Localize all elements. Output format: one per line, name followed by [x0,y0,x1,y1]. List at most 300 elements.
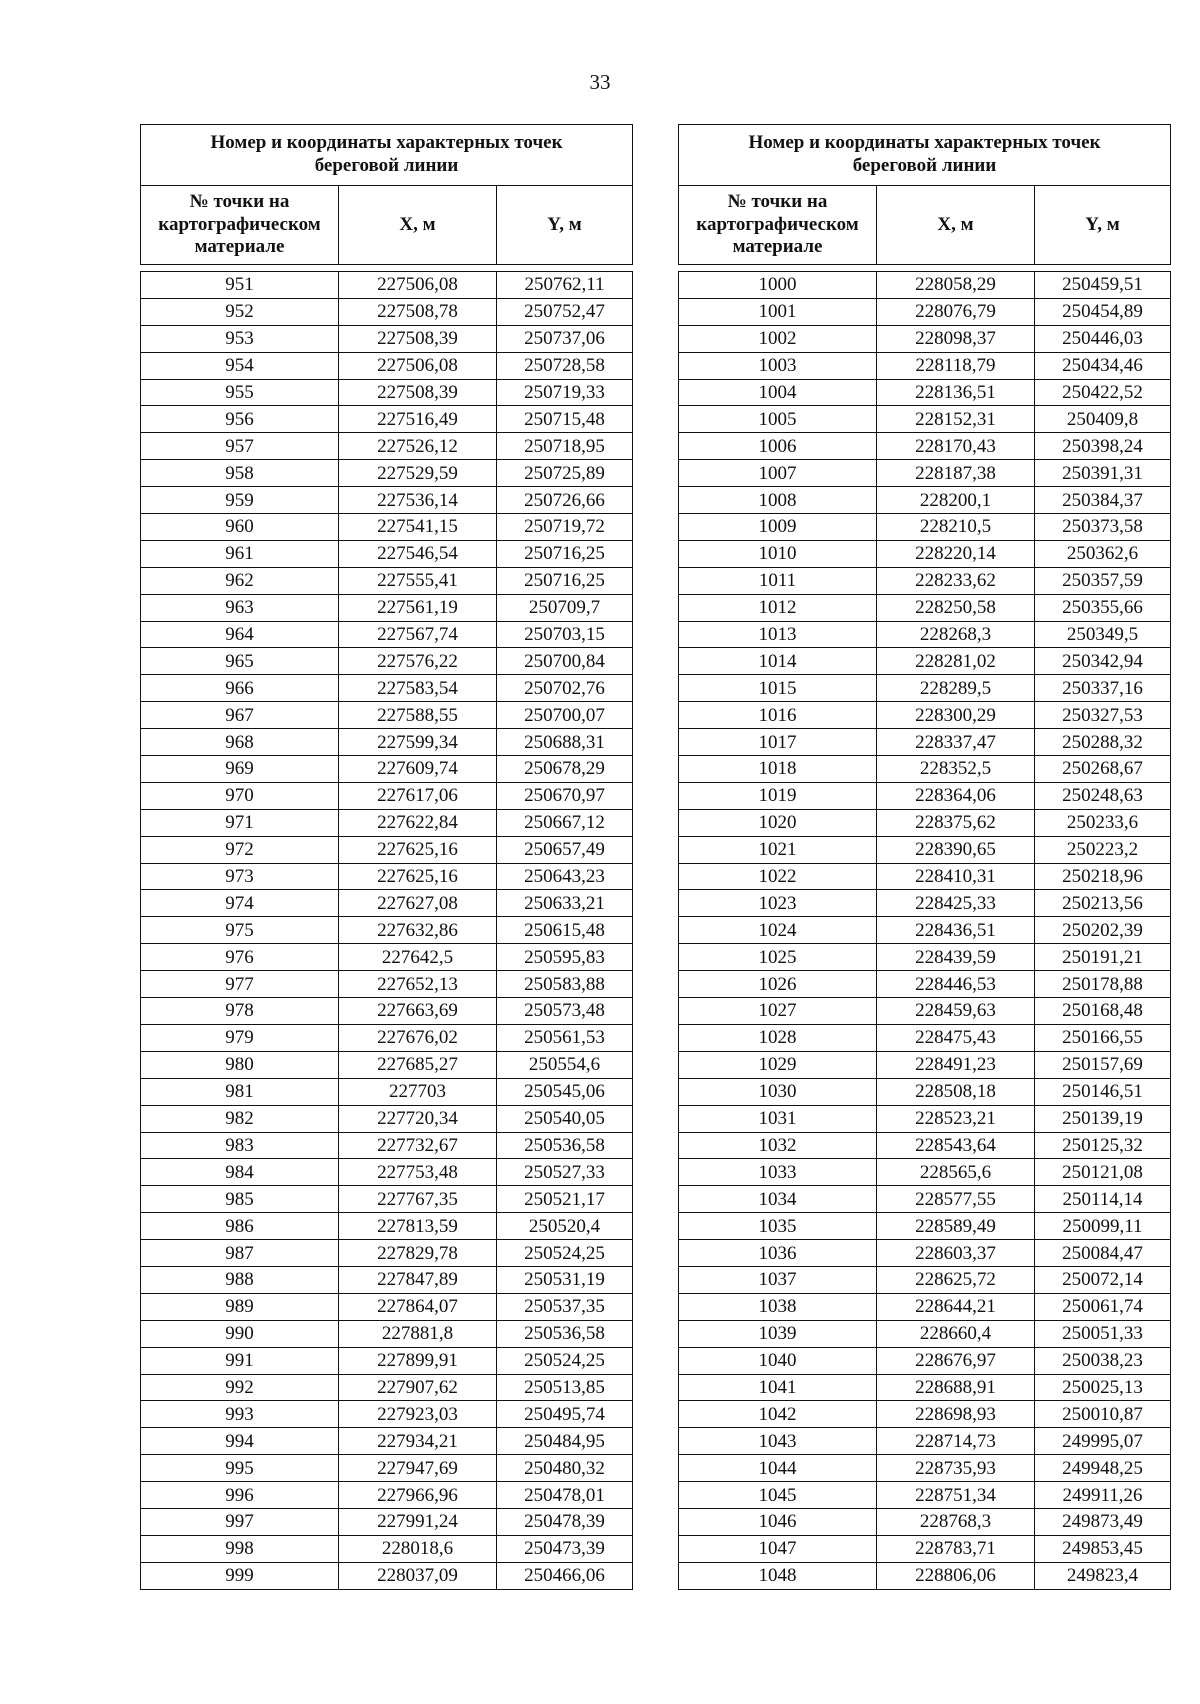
x-coordinate-cell: 228037,09 [339,1562,497,1589]
table-row [679,917,1171,944]
x-coordinate-cell: 228098,37 [877,325,1035,352]
point-number-cell: 1022 [679,863,877,890]
table-row [679,1213,1171,1240]
table-row [141,648,633,675]
table-row [141,1266,633,1293]
y-coordinate-cell: 250524,25 [497,1240,633,1267]
point-number-cell: 1036 [679,1240,877,1267]
y-coordinate-cell: 250716,25 [497,540,633,567]
x-coordinate-cell: 227529,59 [339,460,497,487]
y-coordinate-cell: 250166,55 [1035,1024,1171,1051]
point-number-cell: 1028 [679,1024,877,1051]
x-coordinate-cell: 227934,21 [339,1428,497,1455]
point-number-cell: 1016 [679,702,877,729]
y-coordinate-cell: 250446,03 [1035,325,1171,352]
point-number-cell: 1033 [679,1159,877,1186]
x-coordinate-cell: 228676,97 [877,1347,1035,1374]
point-number-cell: 974 [141,890,339,917]
table-row [141,890,633,917]
x-coordinate-cell: 228300,29 [877,702,1035,729]
point-number-cell: 994 [141,1428,339,1455]
point-number-cell: 1024 [679,917,877,944]
table-row [141,1320,633,1347]
table-row [679,1455,1171,1482]
x-coordinate-cell: 228806,06 [877,1562,1035,1589]
table-row [679,1535,1171,1562]
y-coordinate-cell: 250061,74 [1035,1293,1171,1320]
column-header-point: № точки на картографическом материале [679,186,877,265]
table-row [679,971,1171,998]
table-row [141,433,633,460]
point-number-cell: 986 [141,1213,339,1240]
x-coordinate-cell: 228337,47 [877,729,1035,756]
point-number-cell: 1001 [679,298,877,325]
y-coordinate-cell: 250146,51 [1035,1078,1171,1105]
x-coordinate-cell: 228543,64 [877,1132,1035,1159]
x-coordinate-cell: 228688,91 [877,1374,1035,1401]
y-coordinate-cell: 250537,35 [497,1293,633,1320]
x-coordinate-cell: 227720,34 [339,1105,497,1132]
y-coordinate-cell: 250233,6 [1035,809,1171,836]
point-number-cell: 957 [141,433,339,460]
x-coordinate-cell: 228768,3 [877,1508,1035,1535]
x-coordinate-cell: 227627,08 [339,890,497,917]
point-number-cell: 1042 [679,1401,877,1428]
point-number-cell: 996 [141,1482,339,1509]
x-coordinate-cell: 227907,62 [339,1374,497,1401]
point-number-cell: 1043 [679,1428,877,1455]
table-row [141,1051,633,1078]
y-coordinate-cell: 250702,76 [497,675,633,702]
y-coordinate-cell: 250459,51 [1035,272,1171,299]
y-coordinate-cell: 250719,72 [497,514,633,541]
table-row [141,298,633,325]
table-row [141,1105,633,1132]
x-coordinate-cell: 227663,69 [339,998,497,1025]
x-coordinate-cell: 228118,79 [877,352,1035,379]
point-number-cell: 1045 [679,1482,877,1509]
y-coordinate-cell: 250051,33 [1035,1320,1171,1347]
table-row [679,272,1171,299]
y-coordinate-cell: 250554,6 [497,1051,633,1078]
point-number-cell: 998 [141,1535,339,1562]
y-coordinate-cell: 250688,31 [497,729,633,756]
table-row [679,782,1171,809]
x-coordinate-cell: 227541,15 [339,514,497,541]
column-header-y: Y, м [497,186,633,265]
y-coordinate-cell: 250357,59 [1035,567,1171,594]
table-row [679,729,1171,756]
point-number-cell: 1010 [679,540,877,567]
point-number-cell: 951 [141,272,339,299]
x-coordinate-cell: 227622,84 [339,809,497,836]
y-coordinate-cell: 250213,56 [1035,890,1171,917]
table-row [679,379,1171,406]
x-coordinate-cell: 228018,6 [339,1535,497,1562]
table-row [679,433,1171,460]
table-row [141,863,633,890]
x-coordinate-cell: 228352,5 [877,756,1035,783]
column-header-x: X, м [877,186,1035,265]
table-row [141,514,633,541]
y-coordinate-cell: 250178,88 [1035,971,1171,998]
x-coordinate-cell: 228425,33 [877,890,1035,917]
y-coordinate-cell: 250524,25 [497,1347,633,1374]
y-coordinate-cell: 250667,12 [497,809,633,836]
y-coordinate-cell: 250725,89 [497,460,633,487]
table-row [679,863,1171,890]
x-coordinate-cell: 228390,65 [877,836,1035,863]
table-row [141,1024,633,1051]
x-coordinate-cell: 227508,78 [339,298,497,325]
point-number-cell: 1009 [679,514,877,541]
y-coordinate-cell: 250288,32 [1035,729,1171,756]
x-coordinate-cell: 228459,63 [877,998,1035,1025]
point-number-cell: 961 [141,540,339,567]
point-number-cell: 1013 [679,621,877,648]
y-coordinate-cell: 250545,06 [497,1078,633,1105]
y-coordinate-cell: 250703,15 [497,621,633,648]
table-row [679,890,1171,917]
table-row [141,1428,633,1455]
y-coordinate-cell: 249911,26 [1035,1482,1171,1509]
y-coordinate-cell: 250536,58 [497,1132,633,1159]
y-coordinate-cell: 250715,48 [497,406,633,433]
point-number-cell: 1011 [679,567,877,594]
x-coordinate-cell: 227966,96 [339,1482,497,1509]
point-number-cell: 1026 [679,971,877,998]
table-row [141,1347,633,1374]
y-coordinate-cell: 250384,37 [1035,487,1171,514]
table-row [141,1186,633,1213]
point-number-cell: 1000 [679,272,877,299]
x-coordinate-cell: 227508,39 [339,325,497,352]
point-number-cell: 997 [141,1508,339,1535]
x-coordinate-cell: 228200,1 [877,487,1035,514]
x-coordinate-cell: 228268,3 [877,621,1035,648]
x-coordinate-cell: 228446,53 [877,971,1035,998]
table-row [141,567,633,594]
table-body-right [679,272,1171,1590]
x-coordinate-cell: 228152,31 [877,406,1035,433]
table-row [679,1482,1171,1509]
point-number-cell: 1030 [679,1078,877,1105]
table-row [679,944,1171,971]
x-coordinate-cell: 227508,39 [339,379,497,406]
y-coordinate-cell: 250728,58 [497,352,633,379]
table-row [141,272,633,299]
point-number-cell: 1038 [679,1293,877,1320]
table-row [679,756,1171,783]
table-row [679,406,1171,433]
point-number-cell: 1021 [679,836,877,863]
y-coordinate-cell: 250473,39 [497,1535,633,1562]
point-number-cell: 990 [141,1320,339,1347]
x-coordinate-cell: 228410,31 [877,863,1035,890]
y-coordinate-cell: 250355,66 [1035,594,1171,621]
x-coordinate-cell: 227599,34 [339,729,497,756]
point-number-cell: 969 [141,756,339,783]
x-coordinate-cell: 228491,23 [877,1051,1035,1078]
table-row [141,1240,633,1267]
table-row [141,379,633,406]
point-number-cell: 1047 [679,1535,877,1562]
table-row [141,998,633,1025]
x-coordinate-cell: 227561,19 [339,594,497,621]
y-coordinate-cell: 250373,58 [1035,514,1171,541]
y-coordinate-cell: 250121,08 [1035,1159,1171,1186]
y-coordinate-cell: 250218,96 [1035,863,1171,890]
y-coordinate-cell: 250540,05 [497,1105,633,1132]
table-row [141,540,633,567]
y-coordinate-cell: 250716,25 [497,567,633,594]
y-coordinate-cell: 250337,16 [1035,675,1171,702]
point-number-cell: 1029 [679,1051,877,1078]
y-coordinate-cell: 250521,17 [497,1186,633,1213]
x-coordinate-cell: 227546,54 [339,540,497,567]
y-coordinate-cell: 250454,89 [1035,298,1171,325]
point-number-cell: 983 [141,1132,339,1159]
column-header-point: № точки на картографическом материале [141,186,339,265]
point-number-cell: 980 [141,1051,339,1078]
point-number-cell: 973 [141,863,339,890]
x-coordinate-cell: 228289,5 [877,675,1035,702]
y-coordinate-cell: 250466,06 [497,1562,633,1589]
x-coordinate-cell: 227753,48 [339,1159,497,1186]
table-row [679,594,1171,621]
point-number-cell: 1008 [679,487,877,514]
point-number-cell: 958 [141,460,339,487]
y-coordinate-cell: 250678,29 [497,756,633,783]
table-row [679,702,1171,729]
table-row [679,1159,1171,1186]
column-header-x: X, м [339,186,497,265]
table-row [141,325,633,352]
table-row [679,1266,1171,1293]
y-coordinate-cell: 250484,95 [497,1428,633,1455]
point-number-cell: 1012 [679,594,877,621]
coordinates-table-left [140,124,633,1590]
table-row [679,675,1171,702]
table-row [141,1159,633,1186]
x-coordinate-cell: 227625,16 [339,863,497,890]
x-coordinate-cell: 228698,93 [877,1401,1035,1428]
x-coordinate-cell: 227516,49 [339,406,497,433]
table-row [679,1240,1171,1267]
point-number-cell: 1002 [679,325,877,352]
y-coordinate-cell: 250513,85 [497,1374,633,1401]
table-row [679,621,1171,648]
point-number-cell: 1005 [679,406,877,433]
point-number-cell: 979 [141,1024,339,1051]
x-coordinate-cell: 227923,03 [339,1401,497,1428]
point-number-cell: 1037 [679,1266,877,1293]
table-row [141,460,633,487]
y-coordinate-cell: 250168,48 [1035,998,1171,1025]
table-row [141,1078,633,1105]
y-coordinate-cell: 250670,97 [497,782,633,809]
x-coordinate-cell: 227829,78 [339,1240,497,1267]
table-row [679,514,1171,541]
x-coordinate-cell: 227536,14 [339,487,497,514]
y-coordinate-cell: 250202,39 [1035,917,1171,944]
y-coordinate-cell: 250527,33 [497,1159,633,1186]
y-coordinate-cell: 250157,69 [1035,1051,1171,1078]
x-coordinate-cell: 228577,55 [877,1186,1035,1213]
y-coordinate-cell: 250191,21 [1035,944,1171,971]
point-number-cell: 1017 [679,729,877,756]
point-number-cell: 1004 [679,379,877,406]
x-coordinate-cell: 227576,22 [339,648,497,675]
y-coordinate-cell: 250114,14 [1035,1186,1171,1213]
table-row [679,487,1171,514]
y-coordinate-cell: 250025,13 [1035,1374,1171,1401]
table-row [679,836,1171,863]
point-number-cell: 1015 [679,675,877,702]
point-number-cell: 1044 [679,1455,877,1482]
x-coordinate-cell: 227588,55 [339,702,497,729]
y-coordinate-cell: 250657,49 [497,836,633,863]
x-coordinate-cell: 227703 [339,1078,497,1105]
point-number-cell: 955 [141,379,339,406]
point-number-cell: 1014 [679,648,877,675]
x-coordinate-cell: 228076,79 [877,298,1035,325]
x-coordinate-cell: 227767,35 [339,1186,497,1213]
y-coordinate-cell: 250342,94 [1035,648,1171,675]
x-coordinate-cell: 227583,54 [339,675,497,702]
point-number-cell: 1032 [679,1132,877,1159]
y-coordinate-cell: 250595,83 [497,944,633,971]
x-coordinate-cell: 227652,13 [339,971,497,998]
y-coordinate-cell: 250391,31 [1035,460,1171,487]
table-row [141,352,633,379]
table-row [141,1132,633,1159]
table-row [679,1320,1171,1347]
table-row [679,648,1171,675]
table-row [141,594,633,621]
table-row [141,487,633,514]
point-number-cell: 963 [141,594,339,621]
x-coordinate-cell: 228364,06 [877,782,1035,809]
table-row [679,1562,1171,1589]
point-number-cell: 984 [141,1159,339,1186]
x-coordinate-cell: 227506,08 [339,272,497,299]
x-coordinate-cell: 228436,51 [877,917,1035,944]
y-coordinate-cell: 250573,48 [497,998,633,1025]
x-coordinate-cell: 227632,86 [339,917,497,944]
point-number-cell: 1048 [679,1562,877,1589]
point-number-cell: 968 [141,729,339,756]
x-coordinate-cell: 228220,14 [877,540,1035,567]
table-row [679,998,1171,1025]
point-number-cell: 956 [141,406,339,433]
table-row [679,1051,1171,1078]
header-separator [679,265,1171,272]
table-row [141,971,633,998]
point-number-cell: 971 [141,809,339,836]
point-number-cell: 964 [141,621,339,648]
y-coordinate-cell: 250737,06 [497,325,633,352]
x-coordinate-cell: 228660,4 [877,1320,1035,1347]
x-coordinate-cell: 228058,29 [877,272,1035,299]
y-coordinate-cell: 250478,39 [497,1508,633,1535]
x-coordinate-cell: 228475,43 [877,1024,1035,1051]
header-separator [141,265,633,272]
y-coordinate-cell: 250349,5 [1035,621,1171,648]
x-coordinate-cell: 228783,71 [877,1535,1035,1562]
point-number-cell: 982 [141,1105,339,1132]
point-number-cell: 972 [141,836,339,863]
table-row [141,729,633,756]
table-row [141,406,633,433]
point-number-cell: 1039 [679,1320,877,1347]
table-row [679,1024,1171,1051]
point-number-cell: 995 [141,1455,339,1482]
page-number: 33 [589,70,611,94]
table-row [679,1374,1171,1401]
x-coordinate-cell: 228625,72 [877,1266,1035,1293]
point-number-cell: 966 [141,675,339,702]
point-number-cell: 1046 [679,1508,877,1535]
y-coordinate-cell: 250409,8 [1035,406,1171,433]
point-number-cell: 965 [141,648,339,675]
y-coordinate-cell: 250709,7 [497,594,633,621]
y-coordinate-cell: 249948,25 [1035,1455,1171,1482]
point-number-cell: 987 [141,1240,339,1267]
table-row [679,1186,1171,1213]
y-coordinate-cell: 250561,53 [497,1024,633,1051]
y-coordinate-cell: 250583,88 [497,971,633,998]
y-coordinate-cell: 250268,67 [1035,756,1171,783]
y-coordinate-cell: 250434,46 [1035,352,1171,379]
y-coordinate-cell: 249853,45 [1035,1535,1171,1562]
table-row [679,1078,1171,1105]
table-row [679,325,1171,352]
x-coordinate-cell: 227847,89 [339,1266,497,1293]
x-coordinate-cell: 228751,34 [877,1482,1035,1509]
point-number-cell: 976 [141,944,339,971]
x-coordinate-cell: 227813,59 [339,1213,497,1240]
table-row [141,836,633,863]
y-coordinate-cell: 250633,21 [497,890,633,917]
y-coordinate-cell: 249873,49 [1035,1508,1171,1535]
y-coordinate-cell: 249823,4 [1035,1562,1171,1589]
point-number-cell: 975 [141,917,339,944]
table-row [679,1293,1171,1320]
point-number-cell: 1018 [679,756,877,783]
table-row [141,1508,633,1535]
x-coordinate-cell: 228589,49 [877,1213,1035,1240]
table-row [141,1562,633,1589]
point-number-cell: 967 [141,702,339,729]
x-coordinate-cell: 227526,12 [339,433,497,460]
table-title: Номер и координаты характерных точек береговой линии [141,125,633,186]
table-row [141,621,633,648]
x-coordinate-cell: 228714,73 [877,1428,1035,1455]
y-coordinate-cell: 250752,47 [497,298,633,325]
table-row [141,944,633,971]
y-coordinate-cell: 250531,19 [497,1266,633,1293]
point-number-cell: 970 [141,782,339,809]
point-number-cell: 1023 [679,890,877,917]
y-coordinate-cell: 249995,07 [1035,1428,1171,1455]
y-coordinate-cell: 250398,24 [1035,433,1171,460]
point-number-cell: 1025 [679,944,877,971]
table-row [141,1374,633,1401]
x-coordinate-cell: 228233,62 [877,567,1035,594]
x-coordinate-cell: 227676,02 [339,1024,497,1051]
x-coordinate-cell: 228187,38 [877,460,1035,487]
